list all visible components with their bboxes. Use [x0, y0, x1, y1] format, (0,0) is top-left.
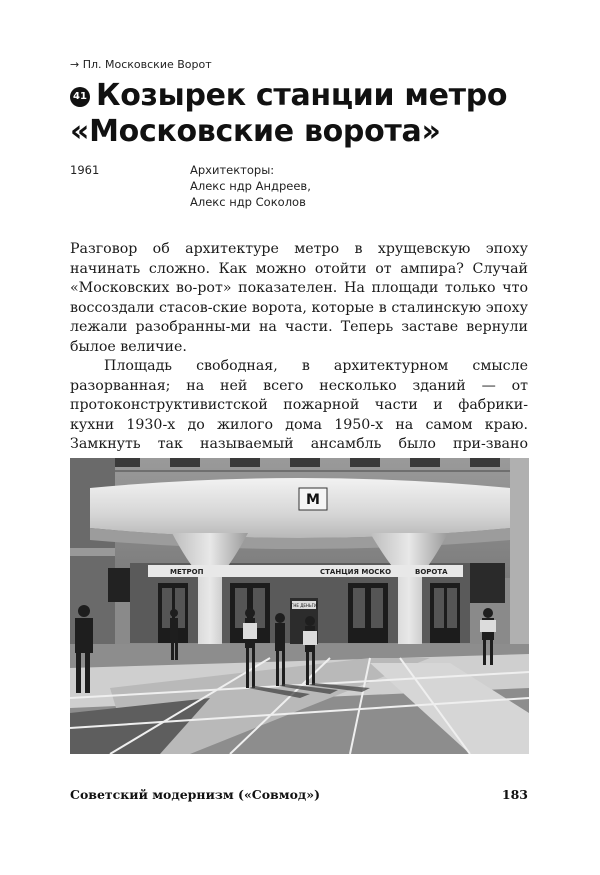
- page-title: Козырек станции метро «Московские ворота»: [70, 78, 508, 149]
- title-block: [70, 78, 540, 150]
- sign-1: МЕТРОП: [170, 568, 204, 576]
- architect-name-1: Алекс ндр Андреев,: [190, 179, 311, 193]
- paragraph-2: Площадь свободная, в архитектурном смысле разорванная; на ней всего несколько зданий — от протоконструктивистской пожарной части и фабрики-кухни 1930-х до жилого дома 1950-х на самом краю. Замкнуть так называемый ансамбль было при-звано: [70, 358, 528, 452]
- object-number-badge: 41: [70, 87, 90, 107]
- architect-name-2: Алекс ндр Соколов: [190, 195, 306, 209]
- book-title: Советский модернизм («Совмод»): [70, 787, 320, 802]
- metro-logo: M: [306, 492, 320, 508]
- year: 1961: [70, 163, 100, 177]
- architects-block: [190, 162, 311, 210]
- station-photo: [70, 458, 529, 754]
- sign-2: СТАНЦИЯ МОСКО: [320, 568, 392, 576]
- paragraph-1: Разговор об архитектуре метро в хрущевскую эпоху начинать сложно. Как можно отойти от ампира? Случай «Московских во-рот» показателен. На площади только что воссоздали стасов-ские ворота, которые в сталинскую эпоху лежали разобранны-ми на части. Теперь заставе вернули былое величие.: [70, 241, 528, 355]
- body-text: [70, 240, 528, 474]
- page-footer: [70, 787, 528, 802]
- sign-3: ВОРОТА: [415, 568, 448, 576]
- architects-label: Архитекторы:: [190, 163, 275, 177]
- page-number: 183: [501, 787, 528, 802]
- kiosk-sign: ГНЕ ДЕНЬГИ: [290, 603, 318, 608]
- station-photo-illustration: [70, 458, 529, 754]
- location-link[interactable]: → Пл. Московские Ворот: [70, 58, 212, 71]
